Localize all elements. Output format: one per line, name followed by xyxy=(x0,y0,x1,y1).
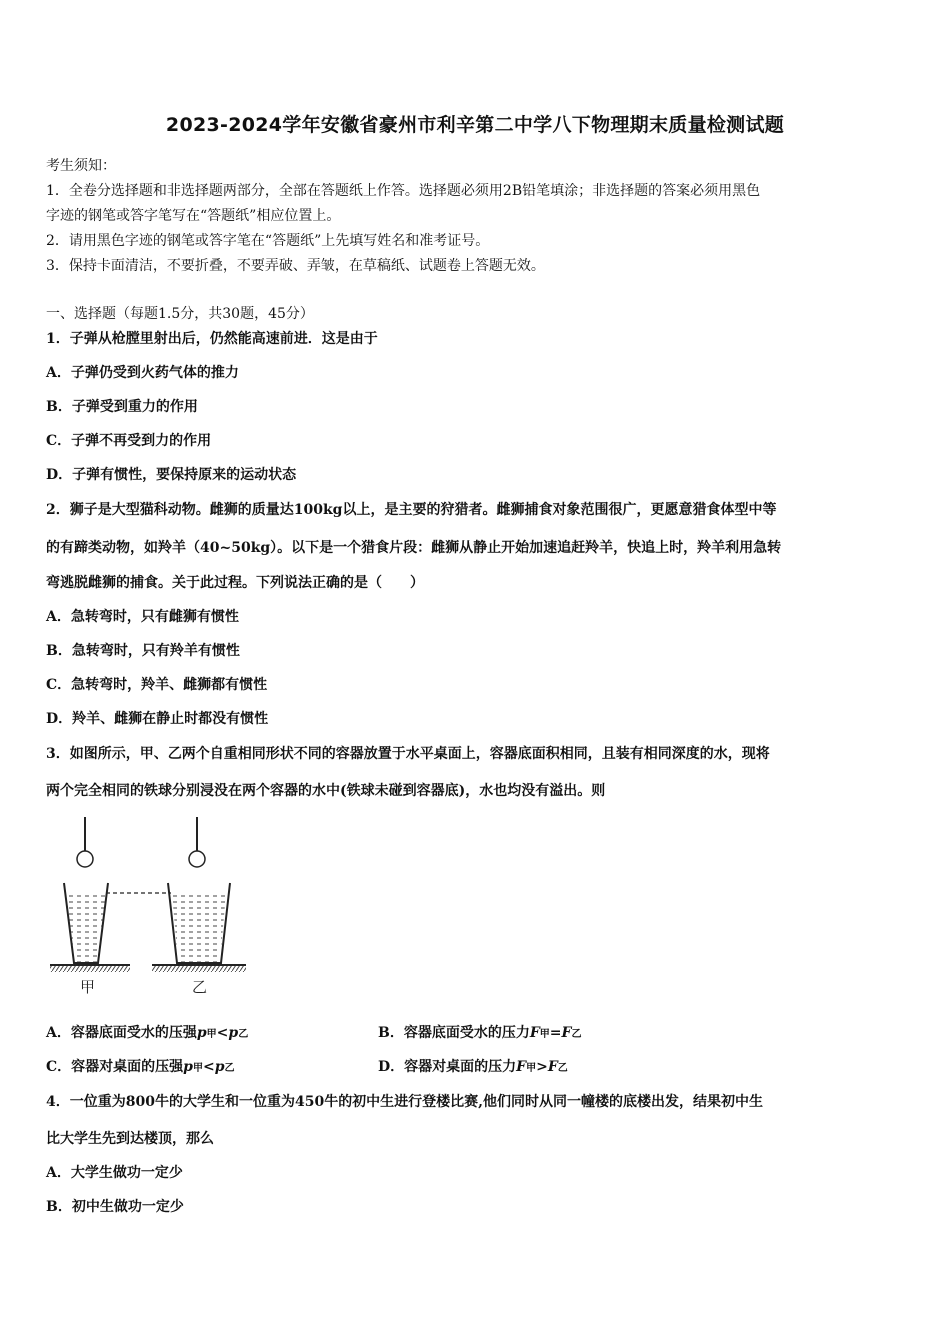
q1-option-b: B．子弹受到重力的作用 xyxy=(46,399,198,415)
q4-stem-line1: 4．一位重为800牛的大学生和一位重为450牛的初中生进行登楼比赛,他们同时从同一幢楼的底楼出发，结果初中生 xyxy=(46,1094,764,1110)
notice-item-3: 3．保持卡面清洁，不要折叠，不要弄破、弄皱，在草稿纸、试题卷上答题无效。 xyxy=(46,258,545,274)
notice-item-1b: 字迹的钢笔或答字笔写在“答题纸”相应位置上。 xyxy=(46,208,341,224)
q2-option-d: D．羚羊、雌狮在静止时都没有惯性 xyxy=(46,711,269,727)
q3-option-a: A．容器底面受水的压强p甲<p乙 xyxy=(46,1025,249,1041)
notice-item-1a: 1．全卷分选择题和非选择题两部分，全部在答题纸上作答。选择题必须用2B铅笔填涂；非选择题的答案必须用黑色 xyxy=(46,183,761,199)
q2-stem-line1: 2．狮子是大型猫科动物。雌狮的质量达100kg以上，是主要的狩猎者。雌狮捕食对象范围很广，更愿意猎食体型中等 xyxy=(46,502,777,518)
q1-option-d: D．子弹有惯性，要保持原来的运动状态 xyxy=(46,467,297,483)
container-yi xyxy=(152,817,246,972)
q3-stem-line1: 3．如图所示，甲、乙两个自重相同形状不同的容器放置于水平桌面上，容器底面积相同，且装有相同深度的水，现将 xyxy=(46,746,770,762)
page-title: 2023-2024学年安徽省豪州市利辛第二中学八下物理期末质量检测试题 xyxy=(165,114,785,136)
notice-heading: 考生须知： xyxy=(46,158,116,174)
q2-stem-line2: 的有蹄类动物，如羚羊（40~50kg）。以下是一个猎食片段：雌狮从静止开始加速追赶羚羊，快追上时，羚羊利用急转 xyxy=(46,540,782,556)
q2-stem-line3: 弯逃脱雌狮的捕食。关于此过程。下列说法正确的是（ ） xyxy=(46,575,424,591)
q2-option-c: C．急转弯时，羚羊、雌狮都有惯性 xyxy=(46,677,268,693)
iron-ball-right xyxy=(189,851,205,867)
figure-label-jia: 甲 xyxy=(80,978,96,996)
container-jia xyxy=(50,817,130,972)
section-heading: 一、选择题（每题1.5分，共30题，45分） xyxy=(46,306,314,322)
figure-label-yi: 乙 xyxy=(192,978,208,996)
container-figure xyxy=(44,815,264,1000)
q2-option-b: B．急转弯时，只有羚羊有惯性 xyxy=(46,643,240,659)
notice-item-2: 2．请用黑色字迹的钢笔或答字笔在“答题纸”上先填写姓名和准考证号。 xyxy=(46,233,490,249)
q4-stem-line2: 比大学生先到达楼顶，那么 xyxy=(46,1131,214,1147)
containers-diagram xyxy=(44,815,264,1000)
q3-stem-line2: 两个完全相同的铁球分别浸没在两个容器的水中(铁球未碰到容器底)，水也均没有溢出。则 xyxy=(46,783,606,799)
q3-option-d: D．容器对桌面的压力F甲>F乙 xyxy=(378,1059,568,1075)
q4-option-a: A．大学生做功一定少 xyxy=(46,1165,183,1181)
q4-option-b: B．初中生做功一定少 xyxy=(46,1199,184,1215)
q3-option-b: B．容器底面受水的压力F甲=F乙 xyxy=(378,1025,582,1041)
q1-option-c: C．子弹不再受到力的作用 xyxy=(46,433,212,449)
q1-option-a: A．子弹仍受到火药气体的推力 xyxy=(46,365,239,381)
q3-option-c: C．容器对桌面的压强p甲<p乙 xyxy=(46,1059,235,1075)
q2-option-a: A．急转弯时，只有雌狮有惯性 xyxy=(46,609,239,625)
iron-ball-left xyxy=(77,851,93,867)
q1-stem: 1．子弹从枪膛里射出后，仍然能高速前进．这是由于 xyxy=(46,331,378,347)
